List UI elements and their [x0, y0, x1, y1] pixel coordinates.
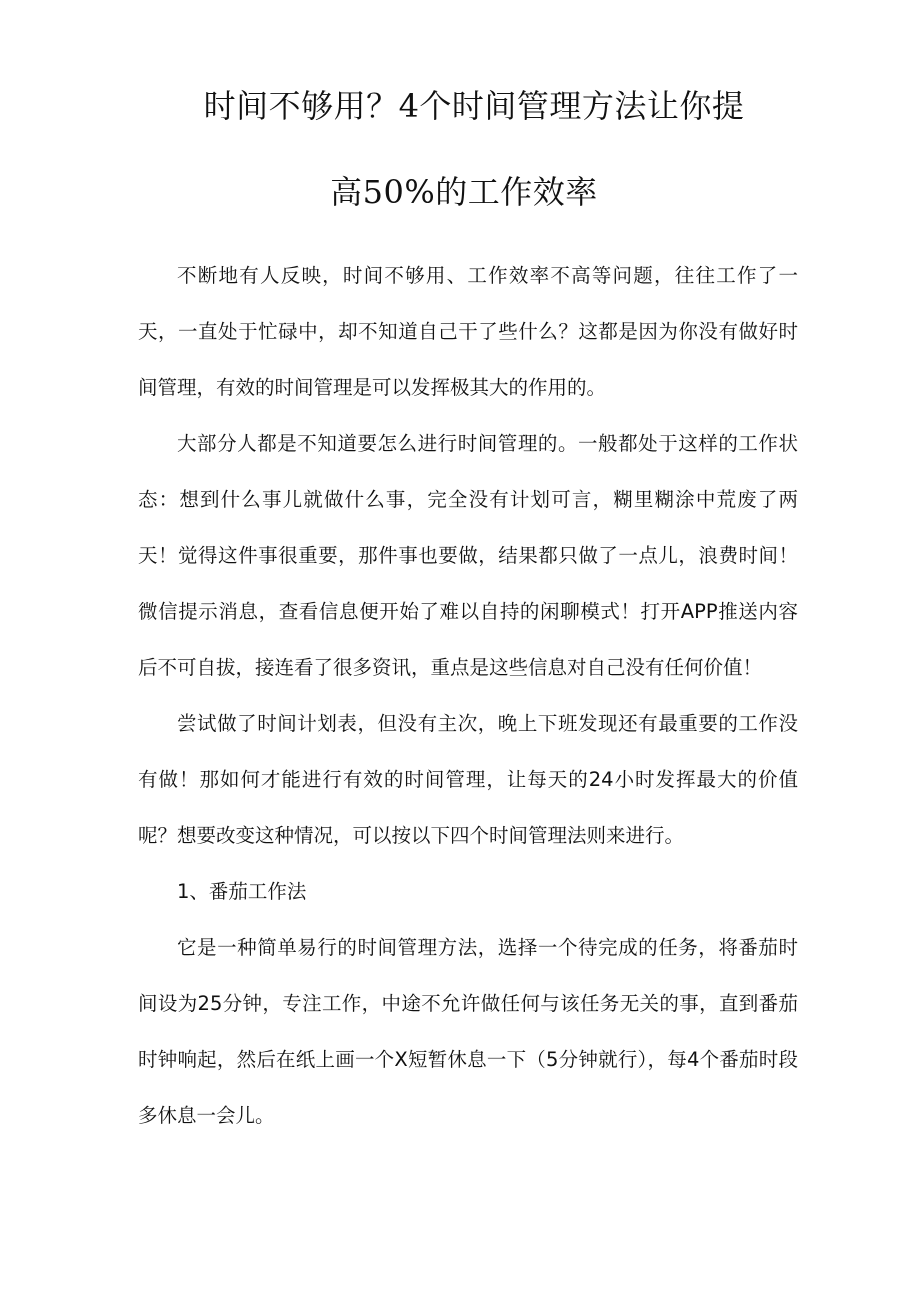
document-title-line-2: 高50%的工作效率 [330, 173, 598, 211]
section-heading-pomodoro: 1、番茄工作法 [177, 880, 307, 903]
document-body [138, 248, 798, 1144]
document-title-line-1: 时间不够用？4个时间管理方法让你提 [203, 87, 745, 125]
paragraph-intro: 不断地有人反映，时间不够用、工作效率不高等问题，往往工作了一天，一直处于忙碌中，却不知道自己干了些什么？这都是因为你没有做好时间管理，有效的时间管理是可以发挥极其大的作用的。 [138, 264, 798, 399]
paragraph-pomodoro: 它是一种简单易行的时间管理方法，选择一个待完成的任务，将番茄时间设为25分钟，专注工作，中途不允许做任何与该任务无关的事，直到番茄时钟响起，然后在纸上画一个X短暂休息一下（5分钟就行），每4个番茄时段多休息一会儿。 [138, 936, 798, 1127]
paragraph-work-state: 大部分人都是不知道要怎么进行时间管理的。一般都处于这样的工作状态：想到什么事儿就做什么事，完全没有计划可言，糊里糊涂中荒废了两天！觉得这件事很重要，那件事也要做，结果都只做了一点儿，浪费时间！微信提示消息，查看信息便开始了难以自持的闲聊模式！打开APP推送内容后不可自拔，接连看了很多资讯，重点是这些信息对自己没有任何价值！ [138, 432, 798, 679]
paragraph-time-plan: 尝试做了时间计划表，但没有主次，晚上下班发现还有最重要的工作没有做！那如何才能进行有效的时间管理，让每天的24小时发挥最大的价值呢？想要改变这种情况，可以按以下四个时间管理法则来进行。 [138, 712, 798, 847]
